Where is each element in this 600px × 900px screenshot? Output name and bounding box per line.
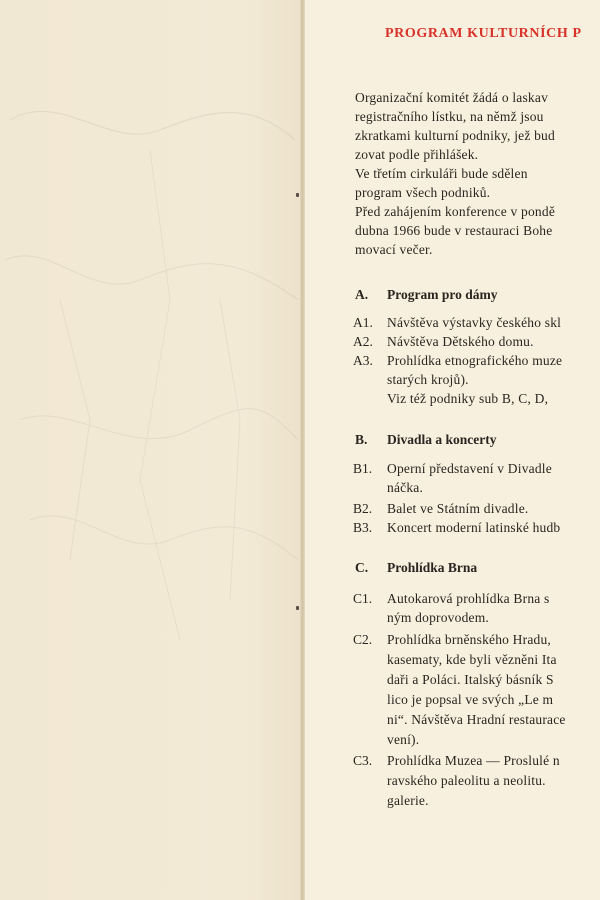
item-number: A1.	[353, 315, 373, 330]
item-text: Viz též podniky sub B, C, D,	[387, 391, 549, 406]
item-number: B3.	[353, 520, 373, 535]
intro-line: movací večer.	[355, 242, 433, 257]
item-text: ravského paleolitu a neolitu.	[387, 773, 546, 788]
section-title: Prohlídka Brna	[387, 560, 478, 575]
item-text: náčka.	[387, 480, 424, 495]
section-title: Divadla a koncerty	[387, 432, 497, 447]
item-text: Prohlídka brněnského Hradu,	[387, 632, 551, 647]
item-text: ni“. Návštěva Hradní restaurace	[387, 712, 566, 727]
binding-hole	[296, 193, 299, 197]
section-letter: A.	[355, 287, 369, 302]
item-text: starých krojů).	[387, 372, 469, 387]
item-text: daři a Poláci. Italský básník S	[387, 672, 554, 687]
item-number: B1.	[353, 461, 373, 476]
right-page	[305, 0, 600, 900]
item-text: Prohlídka etnografického muze	[387, 353, 563, 368]
intro-line: Před zahájením konference v pondě	[355, 204, 556, 219]
item-text: vení).	[387, 732, 420, 747]
item-number: B2.	[353, 501, 373, 516]
binding-hole	[296, 606, 299, 610]
item-text: Autokarová prohlídka Brna s	[387, 591, 550, 606]
item-number: A2.	[353, 334, 373, 349]
item-text: Koncert moderní latinské hudb	[387, 520, 561, 535]
item-text: Návštěva výstavky českého skl	[387, 315, 562, 330]
page-heading: PROGRAM KULTURNÍCH P	[385, 26, 582, 41]
intro-line: program všech podniků.	[355, 185, 491, 200]
item-text: Operní představení v Divadle	[387, 461, 552, 476]
item-number: A3.	[353, 353, 373, 368]
item-text: Návštěva Dětského domu.	[387, 334, 534, 349]
item-number: C3.	[353, 753, 373, 768]
item-number: C1.	[353, 591, 373, 606]
intro-line: registračního lístku, na němž jsou	[355, 109, 544, 124]
item-text: lico je popsal ve svých „Le m	[387, 692, 554, 707]
item-text: galerie.	[387, 793, 429, 808]
section-letter: B.	[355, 432, 368, 447]
item-number: C2.	[353, 632, 373, 647]
item-text: Balet ve Státním divadle.	[387, 501, 529, 516]
section-title: Program pro dámy	[387, 287, 498, 302]
intro-line: zovat podle přihlášek.	[355, 147, 479, 162]
intro-line: dubna 1966 bude v restauraci Bohe	[355, 223, 553, 238]
intro-line: Organizační komitét žádá o laskav	[355, 90, 549, 105]
item-text: ným doprovodem.	[387, 610, 489, 625]
item-text: Prohlídka Muzea — Proslulé n	[387, 753, 560, 768]
section-letter: C.	[355, 560, 369, 575]
intro-line: zkratkami kulturní podniky, jež bud	[355, 128, 555, 143]
intro-line: Ve třetím cirkuláři bude sdělen	[355, 166, 528, 181]
item-text: kasematy, kde byli vězněni Ita	[387, 652, 557, 667]
